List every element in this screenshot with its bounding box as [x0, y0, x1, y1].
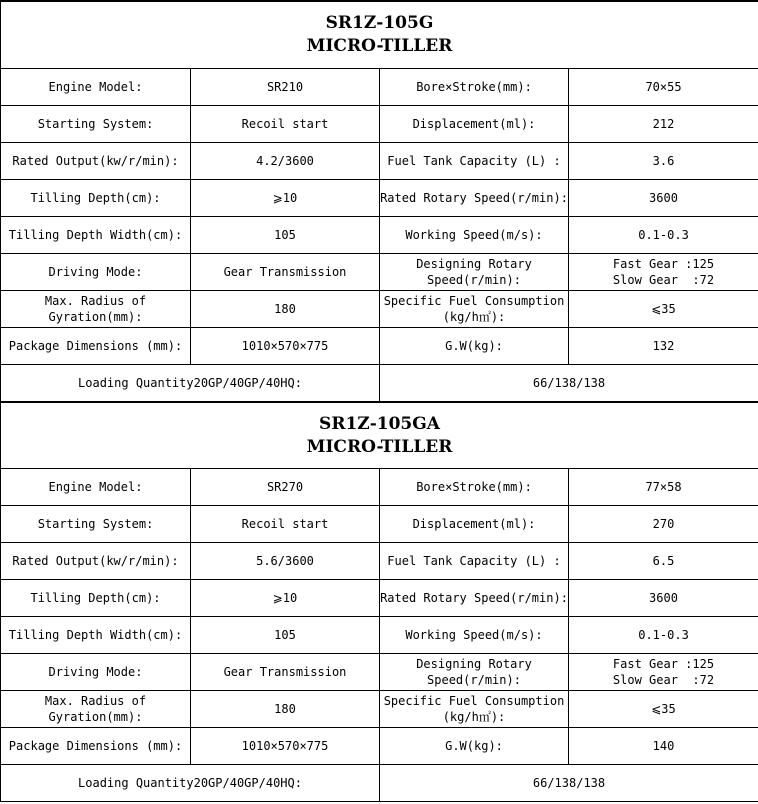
table-row [1, 469, 758, 506]
label-rated-output: Rated Output(kw/r/min): [1, 143, 191, 180]
value-gw: 132 [569, 328, 758, 365]
value-rated-output: 4.2/3600 [191, 143, 380, 180]
table-row [1, 543, 758, 580]
label-loading-qty: Loading Quantity20GP/40GP/40HQ: [1, 365, 380, 403]
table-row [1, 691, 758, 728]
model-1-title-row [1, 1, 758, 69]
table-row [1, 106, 758, 143]
label-specific-fuel-line2: (kg/h㎡): [442, 310, 506, 324]
label-driving-mode: Driving Mode: [1, 254, 191, 291]
table-row [1, 617, 758, 654]
table-row [1, 217, 758, 254]
value-driving-mode: Gear Transmission [191, 654, 380, 691]
label-tilling-depth: Tilling Depth(cm): [1, 580, 191, 617]
label-designing-rotary [380, 254, 569, 291]
label-tilling-depth: Tilling Depth(cm): [1, 180, 191, 217]
value-working-speed: 0.1-0.3 [569, 217, 758, 254]
table-row [1, 654, 758, 691]
value-slow-gear: Slow Gear :72 [612, 673, 715, 687]
value-starting-system: Recoil start [191, 506, 380, 543]
model-2-title [1, 402, 758, 469]
label-designing-rotary-line2: Speed(r/min): [427, 273, 521, 287]
model-2-name: SR1Z-105GA [319, 413, 440, 434]
table-row [1, 580, 758, 617]
value-fast-gear: Fast Gear :125 [612, 257, 715, 271]
model-2-type: MICRO-TILLER [306, 436, 453, 457]
label-tilling-width: Tilling Depth Width(cm): [1, 217, 191, 254]
label-engine-model: Engine Model: [1, 469, 191, 506]
model-2-title-row [1, 402, 758, 469]
value-max-radius: 180 [191, 291, 380, 328]
label-driving-mode: Driving Mode: [1, 654, 191, 691]
label-specific-fuel [380, 291, 569, 328]
table-row [1, 365, 758, 403]
label-loading-qty: Loading Quantity20GP/40GP/40HQ: [1, 765, 380, 802]
value-fast-gear: Fast Gear :125 [612, 657, 715, 671]
value-designing-rotary [569, 654, 758, 691]
label-specific-fuel-line1: Specific Fuel Consumption [383, 294, 565, 308]
label-bore-stroke: Bore×Stroke(mm): [380, 69, 569, 106]
label-designing-rotary-line1: Designing Rotary [416, 257, 532, 271]
value-gw: 140 [569, 728, 758, 765]
value-designing-rotary [569, 254, 758, 291]
value-engine-model: SR270 [191, 469, 380, 506]
table-row [1, 328, 758, 365]
table-row [1, 254, 758, 291]
label-specific-fuel [380, 691, 569, 728]
label-bore-stroke: Bore×Stroke(mm): [380, 469, 569, 506]
label-starting-system: Starting System: [1, 506, 191, 543]
value-max-radius: 180 [191, 691, 380, 728]
value-fuel-tank: 3.6 [569, 143, 758, 180]
label-fuel-tank: Fuel Tank Capacity (L) : [380, 543, 569, 580]
value-loading-qty: 66/138/138 [380, 765, 758, 802]
value-bore-stroke: 77×58 [569, 469, 758, 506]
label-rated-rotary: Rated Rotary Speed(r/min): [380, 580, 569, 617]
value-displacement: 270 [569, 506, 758, 543]
model-1-title [1, 1, 758, 69]
value-displacement: 212 [569, 106, 758, 143]
label-max-radius-line2: Gyration(mm): [48, 710, 143, 724]
label-gw: G.W(kg): [380, 328, 569, 365]
value-rated-rotary: 3600 [569, 180, 758, 217]
table-row [1, 69, 758, 106]
table-row [1, 765, 758, 802]
label-displacement: Displacement(ml): [380, 106, 569, 143]
value-tilling-width: 105 [191, 617, 380, 654]
label-max-radius-line1: Max. Radius of [44, 294, 147, 308]
label-max-radius-line1: Max. Radius of [44, 694, 147, 708]
label-engine-model: Engine Model: [1, 69, 191, 106]
table-row [1, 291, 758, 328]
label-gw: G.W(kg): [380, 728, 569, 765]
label-specific-fuel-line2: (kg/h㎡): [442, 710, 506, 724]
table-row [1, 506, 758, 543]
value-specific-fuel: ⩽35 [569, 691, 758, 728]
label-package-dims: Package Dimensions (mm): [1, 728, 191, 765]
label-displacement: Displacement(ml): [380, 506, 569, 543]
value-engine-model: SR210 [191, 69, 380, 106]
label-specific-fuel-line1: Specific Fuel Consumption [383, 694, 565, 708]
value-package-dims: 1010×570×775 [191, 328, 380, 365]
label-package-dims: Package Dimensions (mm): [1, 328, 191, 365]
label-tilling-width: Tilling Depth Width(cm): [1, 617, 191, 654]
label-max-radius [1, 691, 191, 728]
label-designing-rotary-line1: Designing Rotary [416, 657, 532, 671]
value-specific-fuel: ⩽35 [569, 291, 758, 328]
label-rated-output: Rated Output(kw/r/min): [1, 543, 191, 580]
value-loading-qty: 66/138/138 [380, 365, 758, 403]
value-rated-output: 5.6/3600 [191, 543, 380, 580]
value-bore-stroke: 70×55 [569, 69, 758, 106]
value-tilling-width: 105 [191, 217, 380, 254]
label-designing-rotary [380, 654, 569, 691]
value-working-speed: 0.1-0.3 [569, 617, 758, 654]
table-row [1, 180, 758, 217]
label-max-radius-line2: Gyration(mm): [48, 310, 143, 324]
table-row [1, 728, 758, 765]
model-1-type: MICRO-TILLER [306, 36, 453, 56]
value-package-dims: 1010×570×775 [191, 728, 380, 765]
label-max-radius [1, 291, 191, 328]
label-working-speed: Working Speed(m/s): [380, 217, 569, 254]
label-working-speed: Working Speed(m/s): [380, 617, 569, 654]
model-1-name: SR1Z-105G [325, 13, 434, 33]
value-tilling-depth: ⩾10 [191, 180, 380, 217]
table-row [1, 143, 758, 180]
label-fuel-tank: Fuel Tank Capacity (L) : [380, 143, 569, 180]
value-rated-rotary: 3600 [569, 580, 758, 617]
value-fuel-tank: 6.5 [569, 543, 758, 580]
value-tilling-depth: ⩾10 [191, 580, 380, 617]
value-starting-system: Recoil start [191, 106, 380, 143]
label-starting-system: Starting System: [1, 106, 191, 143]
label-designing-rotary-line2: Speed(r/min): [427, 673, 521, 687]
value-driving-mode: Gear Transmission [191, 254, 380, 291]
label-rated-rotary: Rated Rotary Speed(r/min): [380, 180, 569, 217]
value-slow-gear: Slow Gear :72 [612, 273, 715, 287]
